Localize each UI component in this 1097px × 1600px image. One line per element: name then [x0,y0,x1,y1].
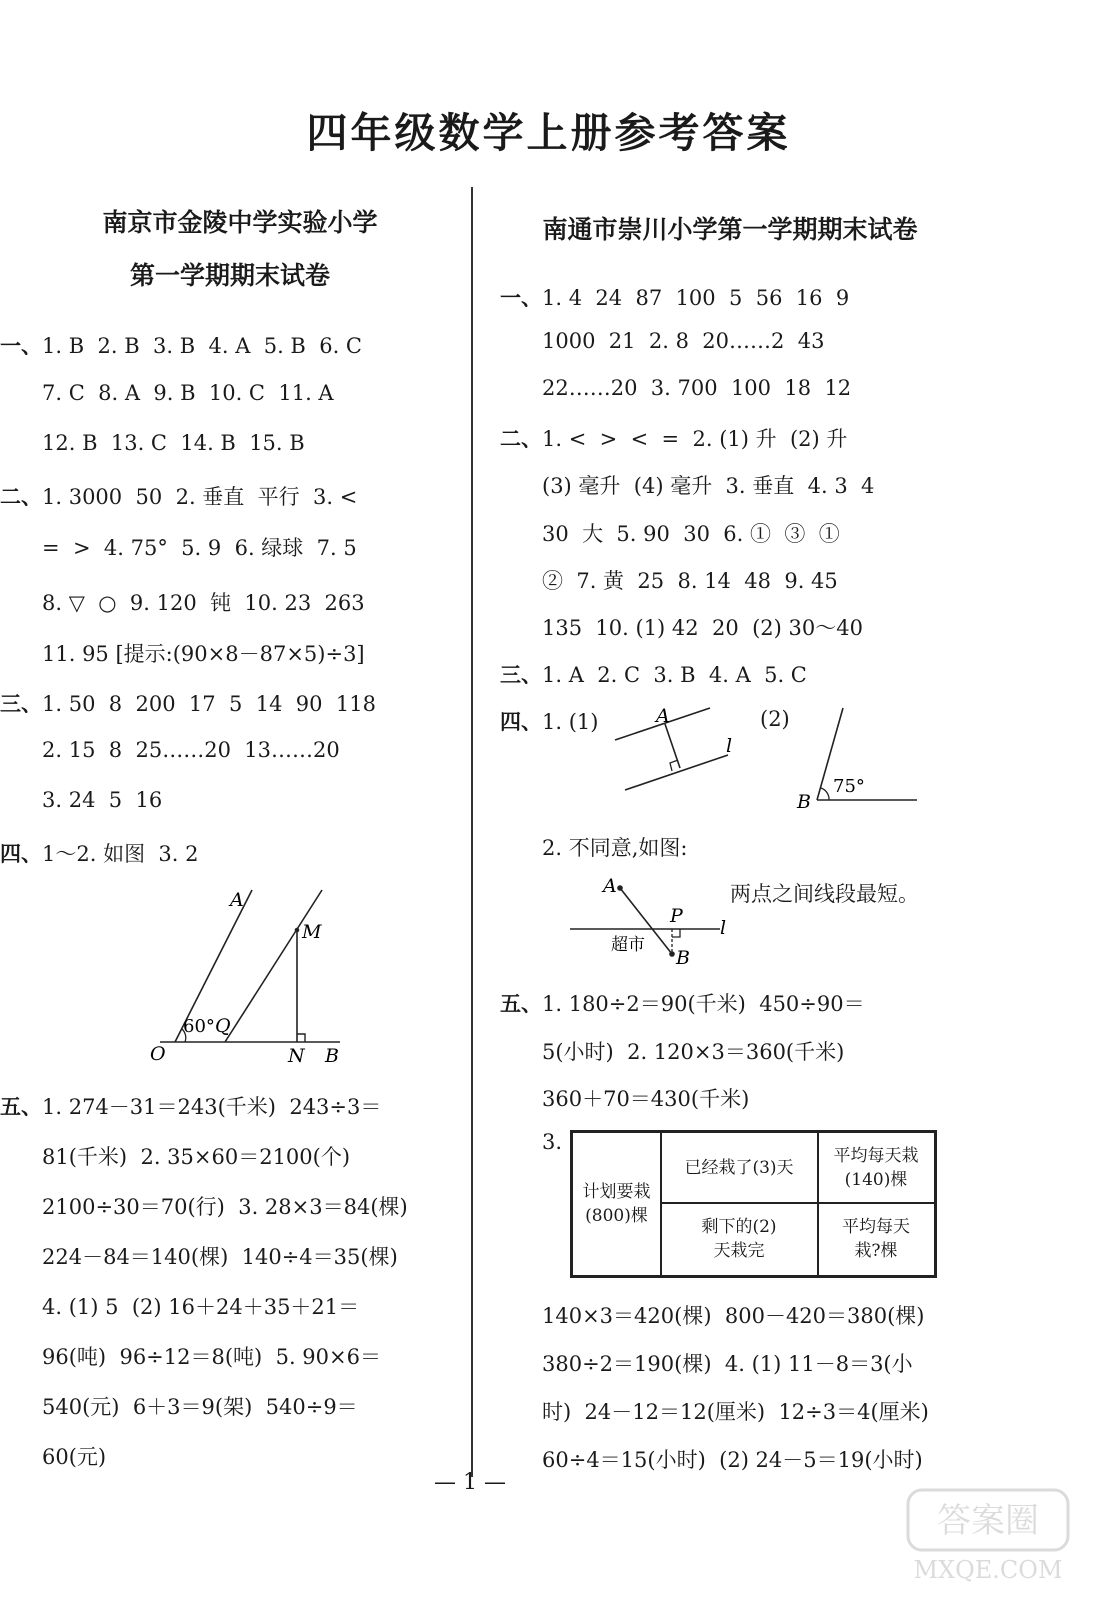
fig2-label-A: A [603,875,617,897]
left-answer-text: 60(元) [42,1445,107,1469]
left-answer-line [42,381,334,405]
label-Q: Q [215,1015,231,1037]
right-answer-line [542,329,824,353]
right-answer-line [542,518,840,548]
left-section-label: 三、 [0,692,42,716]
right-answer-text: 3. [542,1130,563,1154]
right-answer-line [500,659,807,689]
right-answer-text: 1. (1) [542,710,599,734]
right-answer-text: 2. 不同意,如图: [542,836,688,860]
page-number: — 1 — [434,1470,506,1495]
left-answer-line [42,1441,106,1471]
left-answer-line [0,688,376,718]
svg-text:答案圈: 答案圈 [937,1501,1039,1541]
left-answer-line [42,532,357,562]
left-section-label: 五、 [0,1095,42,1119]
left-answer-text: 7. C 8. A 9. B 10. C 11. A [42,381,334,405]
right-answer-line [542,612,863,642]
left-answer-line [42,1341,381,1371]
label-A: A [230,889,244,911]
left-answer-line [0,481,357,511]
right-answer-line [542,470,874,500]
left-section-label: 二、 [0,485,42,509]
right-answer-text: (3) 毫升 (4) 毫升 3. 垂直 4. 3 4 [542,474,875,498]
left-answer-text: 1. 3000 50 2. 垂直 平行 3. < [42,485,358,509]
fig1-part2-label: (2) [760,707,790,731]
right-section-label: 一、 [500,286,542,310]
fig2-label-l: l [720,917,727,939]
left-answer-text: 224－84＝140(棵) 140÷4＝35(棵) [42,1245,398,1269]
left-answer-line [42,1391,358,1421]
right-answer-text: 30 大 5. 90 30 6. ① ③ ① [542,522,840,546]
column-divider [471,187,473,1477]
left-answer-line [0,1091,381,1121]
right-answer-text: 1. A 2. C 3. B 4. A 5. C [542,663,807,687]
label-angle-60: 60° [183,1016,215,1037]
table-cell-done-days: 已经栽了(3)天 [684,1157,794,1178]
left-answer-text: 540(元) 6＋3＝9(架) 540÷9＝ [42,1395,358,1419]
left-answer-line [42,587,365,617]
fig2-label-P: P [670,905,683,927]
left-answer-text: 12. B 13. C 14. B 15. B [42,431,305,455]
fig2-label-B: B [676,947,690,969]
left-answer-line [42,1291,359,1321]
right-answer-line [542,1396,929,1426]
left-heading-1: 南京市金陵中学实验小学 [102,208,378,237]
table-cell-unknown-rate: 平均每天 栽?棵 [842,1217,910,1261]
right-answer-text: 135 10. (1) 42 20 (2) 30～40 [542,616,863,640]
right-answer-line [542,1300,925,1330]
right-answer-line [500,423,847,453]
right-answer-line [500,282,849,312]
fig2-label-market: 超市 [611,935,645,955]
label-N: N [288,1045,305,1067]
right-answer-text: 1000 21 2. 8 20……2 43 [542,329,825,353]
angle-75-figure [795,700,925,815]
planting-table [570,1130,937,1278]
right-answer-text: 1. 4 24 87 100 5 56 16 9 [542,286,850,310]
right-answer-line [542,565,838,595]
right-answer-text: 5(小时) 2. 120×3＝360(千米) [542,1040,845,1064]
right-heading: 南通市崇川小学第一学期期末试卷 [542,215,918,244]
left-answer-text: 96(吨) 96÷12＝8(吨) 5. 90×6＝ [42,1345,381,1369]
left-section-label: 一、 [0,334,42,358]
fig1-label-l: l [726,735,733,757]
left-answer-text: 1. 274－31＝243(千米) 243÷3＝ [42,1095,382,1119]
right-answer-line [542,1130,562,1154]
left-answer-text: 2. 15 8 25……20 13……20 [42,738,340,762]
right-answer-line [500,988,865,1018]
fig2-note: 两点之间线段最短。 [730,882,919,906]
right-answer-line [500,706,598,736]
watermark-logo [900,1480,1080,1590]
right-answer-line [542,1083,749,1113]
left-answer-line [0,838,199,868]
parallel-perpendicular-figure [610,700,740,800]
right-answer-text: 1. 180÷2＝90(千米) 450÷90＝ [542,992,865,1016]
left-answer-text: 11. 95 [提示:(90×8－87×5)÷3] [42,642,365,666]
left-answer-line [42,1191,408,1221]
left-answer-text: 8. ▽ ○ 9. 120 钝 10. 23 263 [42,591,365,615]
left-answer-text: 3. 24 5 16 [42,788,163,812]
table-cell-daily-rate: 平均每天栽 (140)棵 [833,1145,919,1190]
right-answer-text: 140×3＝420(棵) 800－420＝380(棵) [542,1304,925,1328]
right-answer-line [542,1036,844,1066]
left-answer-text: 1. B 2. B 3. B 4. A 5. B 6. C [42,334,362,358]
left-answer-line [42,431,305,455]
right-answer-text: 时) 24－12＝12(厘米) 12÷3＝4(厘米) [542,1400,929,1424]
page-title: 四年级数学上册参考答案 [306,109,791,157]
left-answer-text: 2100÷30＝70(行) 3. 28×3＝84(棵) [42,1195,408,1219]
parallel-lines-figure [140,880,360,1070]
right-answer-text: 60÷4＝15(小时) (2) 24－5＝19(小时) [542,1448,923,1472]
table-cell-plan: 计划要栽 (800)棵 [582,1182,651,1226]
right-answer-line [542,1348,913,1378]
fig1-label-A: A [656,705,670,727]
left-answer-line [42,1141,350,1171]
right-answer-line [542,376,851,400]
left-answer-line [42,788,162,812]
fig1-label-B: B [797,791,811,813]
left-answer-text: 1～2. 如图 3. 2 [42,842,199,866]
right-section-label: 四、 [500,710,542,734]
right-answer-text: ② 7. 黄 25 8. 14 48 9. 45 [542,569,838,593]
left-answer-line [0,330,362,360]
left-answer-line [42,638,365,668]
shortest-path-figure [565,870,745,970]
left-answer-text: 81(千米) 2. 35×60＝2100(个) [42,1145,351,1169]
right-section-label: 三、 [500,663,542,687]
right-section-label: 二、 [500,427,542,451]
left-section-label: 四、 [0,842,42,866]
right-section-label: 五、 [500,992,542,1016]
left-answer-text: 4. (1) 5 (2) 16＋24＋35＋21＝ [42,1295,360,1319]
left-answer-line [42,738,340,762]
left-answer-text: 1. 50 8 200 17 5 14 90 118 [42,692,376,716]
svg-text:MXQE.COM: MXQE.COM [913,1556,1063,1584]
fig1-label-75: 75° [833,776,865,797]
right-answer-text: 360＋70＝430(千米) [542,1087,750,1111]
right-answer-text: 380÷2＝190(棵) 4. (1) 11－8＝3(小 [542,1352,913,1376]
right-answer-text: 1. < > < = 2. (1) 升 (2) 升 [542,427,848,451]
left-answer-line [42,1241,398,1271]
left-heading-2: 第一学期期末试卷 [129,261,330,290]
left-answer-text: = > 4. 75° 5. 9 6. 绿球 7. 5 [42,536,357,560]
label-B: B [325,1045,339,1067]
right-answer-line [542,832,687,862]
right-answer-text: 22……20 3. 700 100 18 12 [542,376,852,400]
label-M: M [302,921,322,943]
table-cell-remaining-days: 剩下的(2) 天栽完 [701,1217,777,1261]
label-O: O [150,1043,166,1065]
